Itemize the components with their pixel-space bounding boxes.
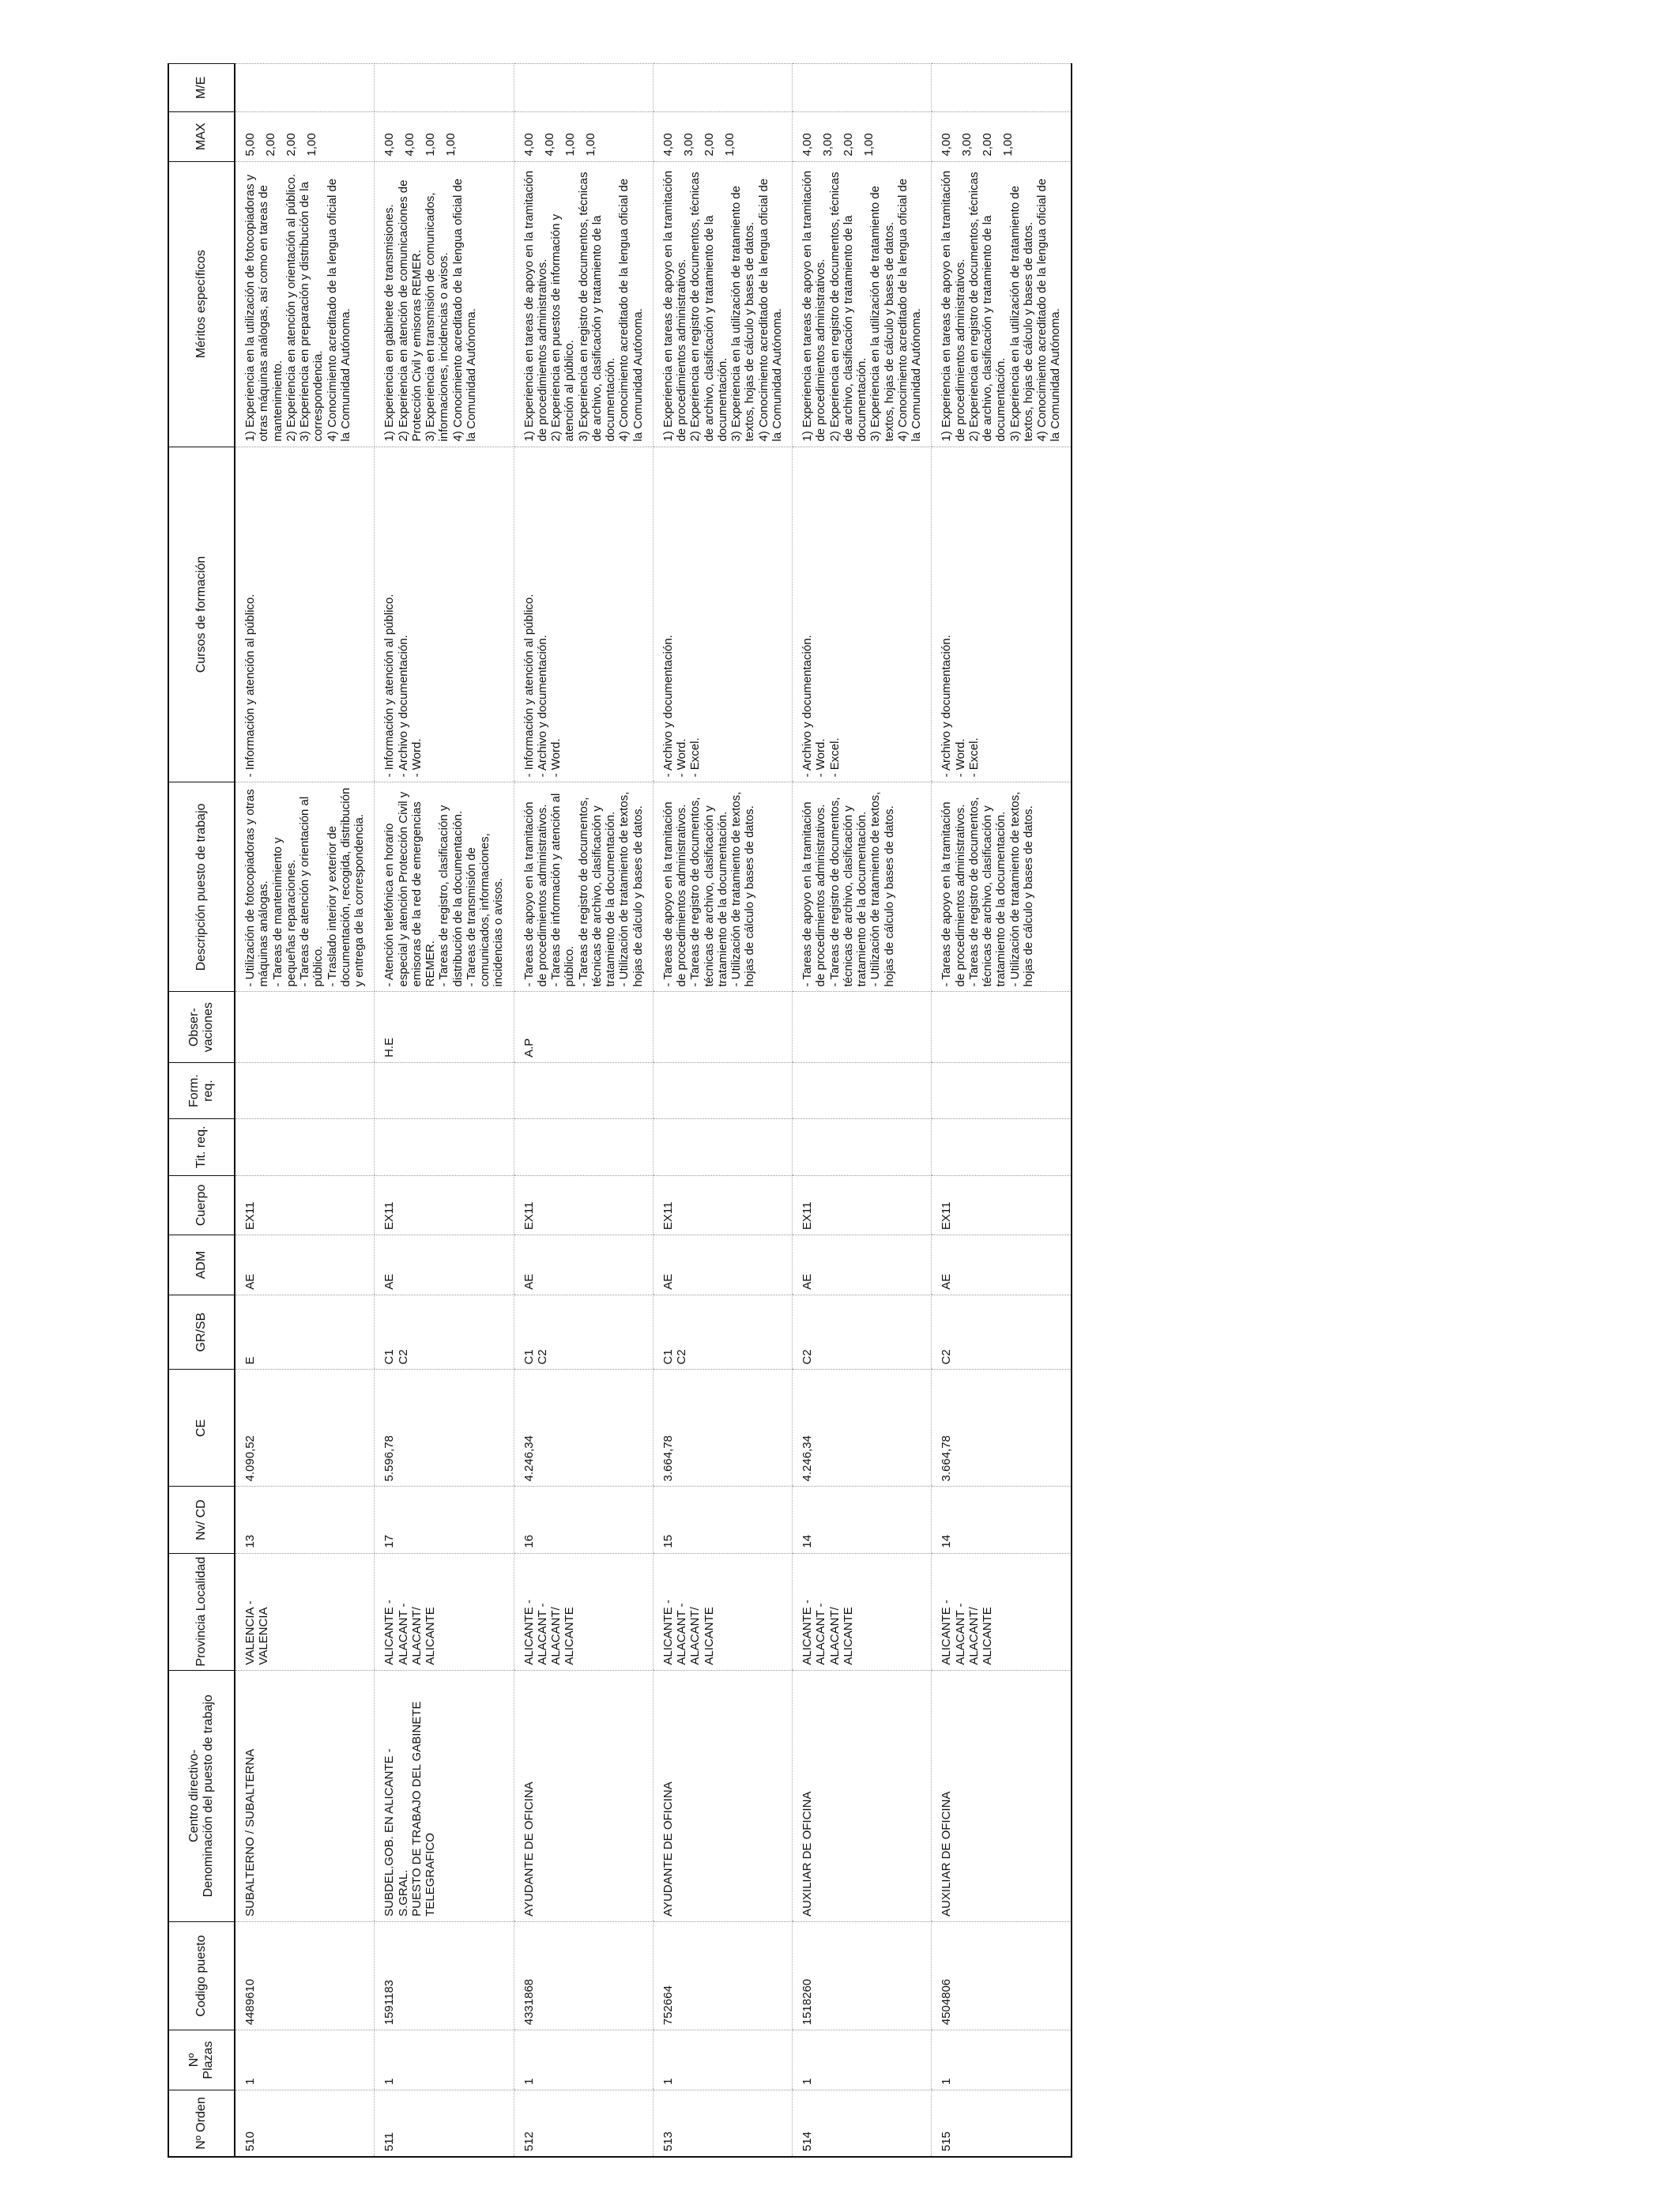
cell-adm: AE xyxy=(514,1235,653,1295)
cell-meritos: 1) Experiencia en gabinete de transmisiones. 2) Experiencia en atención de comunicaciones de Protección Civil y emisoras REMER. 3) Experiencia en transmisión de comunicados, informaciones, incidencias o avisos. 4) Conocimiento acreditado de la lengua oficial de la Comunidad Autónoma. xyxy=(375,161,514,447)
cell-me xyxy=(793,64,932,112)
max-score: 4,00 xyxy=(661,133,675,156)
cell-cursos: - Información y atención al público. - Archivo y documentación. - Word. xyxy=(375,447,514,782)
cell-obs: A.P xyxy=(514,992,653,1062)
table-row xyxy=(375,64,514,2158)
cell-cuerpo: EX11 xyxy=(514,1175,653,1235)
cell-tit xyxy=(793,1119,932,1175)
cell-obs xyxy=(235,992,375,1062)
cell-descripcion: - Tareas de apoyo en la tramitación de procedimientos administrativos. - Tareas de registro de documentos, técnicas de archivo, clasificación y tratamiento de la documentación. - Utilización de tratamiento de textos, hojas de cálculo y bases de datos. xyxy=(793,782,932,992)
cell-nivel: 16 xyxy=(514,1487,653,1553)
max-score: 1,00 xyxy=(424,133,438,156)
header-nivel: Nv/ CD xyxy=(168,1487,235,1553)
cell-descripcion: - Tareas de apoyo en la tramitación de procedimientos administrativos. - Tareas de registro de documentos, técnicas de archivo, clasificación y tratamiento de la documentación. - Utilización de tratamiento de textos, hojas de cálculo y bases de datos. xyxy=(932,782,1072,992)
header-provincia: Provincia Localidad xyxy=(168,1553,235,1670)
cell-cuerpo: EX11 xyxy=(932,1175,1072,1235)
cell-codigo: 752664 xyxy=(653,1921,792,2030)
header-max: MAX xyxy=(168,111,235,161)
max-score: 3,00 xyxy=(821,133,834,156)
cell-orden: 510 xyxy=(235,2090,375,2157)
cell-grsb: C1 C2 xyxy=(375,1295,514,1370)
cell-orden: 511 xyxy=(375,2090,514,2157)
cell-meritos: 1) Experiencia en tareas de apoyo en la tramitación de procedimientos administrativos. 2) Experiencia en registro de documentos, técnicas de archivo, clasificación y tratamiento de la documentación. 3) Experiencia en la utilización de tratamiento de textos, hojas de cálculo y bases de datos. 4) Conocimiento acreditado de la lengua oficial de la Comunidad Autónoma. xyxy=(653,161,792,447)
table-body xyxy=(235,64,1072,2158)
cell-nivel: 14 xyxy=(932,1487,1072,1553)
table-row xyxy=(932,64,1072,2158)
max-score: 3,00 xyxy=(681,133,695,156)
cell-max xyxy=(793,111,932,161)
header-cursos: Cursos de formación xyxy=(168,447,235,782)
cell-grsb: C2 xyxy=(793,1295,932,1370)
header-tit: Tit. req. xyxy=(168,1119,235,1175)
max-score: 2,00 xyxy=(264,133,277,156)
cell-me xyxy=(932,64,1072,112)
cell-centro: SUBALTERNO / SUBALTERNA xyxy=(235,1670,375,1921)
cell-tit xyxy=(514,1119,653,1175)
cell-form xyxy=(375,1062,514,1118)
max-score: 5,00 xyxy=(243,133,257,156)
cell-ce: 4.246,34 xyxy=(514,1370,653,1487)
cell-orden: 512 xyxy=(514,2090,653,2157)
cell-ce: 4.090,52 xyxy=(235,1370,375,1487)
cell-centro: AUXILIAR DE OFICINA xyxy=(932,1670,1072,1921)
cell-descripcion: - Utilización de fotocopiadoras y otras máquinas análogas. - Tareas de mantenimiento y pequeñas reparaciones. - Tareas de atención y orientación al público. - Traslado interior y exterior de documentación, recogida, distribución y entrega de la correspondencia. xyxy=(235,782,375,992)
header-plazas: Nº Plazas xyxy=(168,2030,235,2090)
table-row xyxy=(514,64,653,2158)
max-score: 2,00 xyxy=(842,133,855,156)
cell-meritos: 1) Experiencia en la utilización de fotocopiadoras y otras máquinas análogas, así como en tareas de mantenimiento. 2) Experiencia en atención y orientación al público. 3) Experiencia en preparación y distribución de la correspondencia. 4) Conocimiento acreditado de la lengua oficial de la Comunidad Autónoma. xyxy=(235,161,375,447)
cell-meritos: 1) Experiencia en tareas de apoyo en la tramitación de procedimientos administrativos. 2) Experiencia en registro de documentos, técnicas de archivo, clasificación y tratamiento de la documentación. 3) Experiencia en la utilización de tratamiento de textos, hojas de cálculo y bases de datos. 4) Conocimiento acreditado de la lengua oficial de la Comunidad Autónoma. xyxy=(793,161,932,447)
header-me: M/E xyxy=(168,64,235,112)
cell-provincia: ALICANTE - ALACANT - ALACANT/ ALICANTE xyxy=(514,1553,653,1670)
cell-adm: AE xyxy=(235,1235,375,1295)
cell-plazas: 1 xyxy=(932,2030,1072,2090)
cell-obs xyxy=(653,992,792,1062)
cell-cuerpo: EX11 xyxy=(375,1175,514,1235)
cell-ce: 5.596,78 xyxy=(375,1370,514,1487)
header-codigo: Codigo puesto xyxy=(168,1921,235,2030)
max-score: 4,00 xyxy=(800,133,814,156)
cell-plazas: 1 xyxy=(514,2030,653,2090)
cell-descripcion: - Tareas de apoyo en la tramitación de procedimientos administrativos. - Tareas de información y atención al público. - Tareas de registro de documentos, técnicas de archivo, clasificación y tratamiento de la documentación. - Utilización de tratamiento de textos, hojas de cálculo y bases de datos. xyxy=(514,782,653,992)
header-row xyxy=(168,64,235,2158)
header-descripcion: Descripción puesto de trabajo xyxy=(168,782,235,992)
table-row xyxy=(793,64,932,2158)
cell-ce: 4.246,34 xyxy=(793,1370,932,1487)
cell-obs: H.E xyxy=(375,992,514,1062)
cell-form xyxy=(653,1062,792,1118)
cell-cursos: - Archivo y documentación. - Word. - Excel. xyxy=(793,447,932,782)
cell-max xyxy=(932,111,1072,161)
cell-grsb: C2 xyxy=(932,1295,1072,1370)
cell-orden: 514 xyxy=(793,2090,932,2157)
table-row xyxy=(653,64,792,2158)
cell-grsb: C1 C2 xyxy=(514,1295,653,1370)
cell-adm: AE xyxy=(653,1235,792,1295)
max-score: 3,00 xyxy=(960,133,974,156)
header-form: Form. req. xyxy=(168,1062,235,1118)
cell-me xyxy=(375,64,514,112)
cell-ce: 3.664,78 xyxy=(653,1370,792,1487)
header-ce: CE xyxy=(168,1370,235,1487)
cell-obs xyxy=(793,992,932,1062)
cell-tit xyxy=(932,1119,1072,1175)
cell-centro: AYUDANTE DE OFICINA xyxy=(514,1670,653,1921)
cell-nivel: 13 xyxy=(235,1487,375,1553)
cell-cursos: - Información y atención al público. - Archivo y documentación. - Word. xyxy=(514,447,653,782)
cell-centro: AYUDANTE DE OFICINA xyxy=(653,1670,792,1921)
cell-form xyxy=(932,1062,1072,1118)
header-meritos: Méritos específicos xyxy=(168,161,235,447)
cell-plazas: 1 xyxy=(653,2030,792,2090)
max-score: 1,00 xyxy=(862,133,876,156)
cell-ce: 3.664,78 xyxy=(932,1370,1072,1487)
cell-form xyxy=(235,1062,375,1118)
max-score: 2,00 xyxy=(702,133,716,156)
header-orden: Nº Orden xyxy=(168,2090,235,2157)
cell-cursos: - Información y atención al público. xyxy=(235,447,375,782)
cell-codigo: 1518260 xyxy=(793,1921,932,2030)
max-score: 4,00 xyxy=(522,133,536,156)
table-row xyxy=(235,64,375,2158)
header-grsb: GR/SB xyxy=(168,1295,235,1370)
cell-plazas: 1 xyxy=(375,2030,514,2090)
cell-grsb: C1 C2 xyxy=(653,1295,792,1370)
cell-grsb: E xyxy=(235,1295,375,1370)
puesto-denominacion: PUESTO DE TRABAJO DEL GABINETE TELEGRAFICO xyxy=(409,1701,437,1917)
cell-me xyxy=(514,64,653,112)
header-centro: Centro directivo- Denominación del puesto de trabajo xyxy=(168,1670,235,1921)
cell-tit xyxy=(653,1119,792,1175)
rotated-table-wrapper xyxy=(168,63,1598,2158)
max-score: 2,00 xyxy=(284,133,298,156)
max-score: 1,00 xyxy=(583,133,597,156)
max-score: 2,00 xyxy=(981,133,995,156)
max-score: 1,00 xyxy=(305,133,318,156)
cell-descripcion: - Tareas de apoyo en la tramitación de procedimientos administrativos. - Tareas de registro de documentos, técnicas de archivo, clasificación y tratamiento de la documentación. - Utilización de tratamiento de textos, hojas de cálculo y bases de datos. xyxy=(653,782,792,992)
cell-provincia: ALICANTE - ALACANT - ALACANT/ ALICANTE xyxy=(653,1553,792,1670)
cell-max xyxy=(375,111,514,161)
cell-me xyxy=(235,64,375,112)
header-obs: Obser- vaciones xyxy=(168,992,235,1062)
cell-cursos: - Archivo y documentación. - Word. - Excel. xyxy=(653,447,792,782)
cell-codigo: 4331868 xyxy=(514,1921,653,2030)
cell-obs xyxy=(932,992,1072,1062)
cell-plazas: 1 xyxy=(793,2030,932,2090)
cell-provincia: ALICANTE - ALACANT - ALACANT/ ALICANTE xyxy=(932,1553,1072,1670)
max-score: 4,00 xyxy=(940,133,954,156)
max-score: 1,00 xyxy=(722,133,736,156)
cell-orden: 515 xyxy=(932,2090,1072,2157)
cell-codigo: 4504806 xyxy=(932,1921,1072,2030)
cell-cuerpo: EX11 xyxy=(235,1175,375,1235)
max-score: 4,00 xyxy=(542,133,556,156)
cell-orden: 513 xyxy=(653,2090,792,2157)
cell-centro xyxy=(375,1670,514,1921)
max-score: 1,00 xyxy=(1001,133,1015,156)
cell-plazas: 1 xyxy=(235,2030,375,2090)
cell-tit xyxy=(235,1119,375,1175)
header-cuerpo: Cuerpo xyxy=(168,1175,235,1235)
cell-provincia: VALENCIA - VALENCIA xyxy=(235,1553,375,1670)
cell-nivel: 15 xyxy=(653,1487,792,1553)
cell-adm: AE xyxy=(932,1235,1072,1295)
header-adm: ADM xyxy=(168,1235,235,1295)
max-score: 4,00 xyxy=(403,133,417,156)
cell-meritos: 1) Experiencia en tareas de apoyo en la tramitación de procedimientos administrativos. 2) Experiencia en registro de documentos, técnicas de archivo, clasificación y tratamiento de la documentación. 3) Experiencia en la utilización de tratamiento de textos, hojas de cálculo y bases de datos. 4) Conocimiento acreditado de la lengua oficial de la Comunidad Autónoma. xyxy=(932,161,1072,447)
cell-provincia: ALICANTE - ALACANT - ALACANT/ ALICANTE xyxy=(375,1553,514,1670)
cell-max xyxy=(653,111,792,161)
cell-tit xyxy=(375,1119,514,1175)
cell-codigo: 4489610 xyxy=(235,1921,375,2030)
max-score: 1,00 xyxy=(444,133,458,156)
cell-nivel: 14 xyxy=(793,1487,932,1553)
cell-max xyxy=(514,111,653,161)
cell-meritos: 1) Experiencia en tareas de apoyo en la tramitación de procedimientos administrativos. 2) Experiencia en puestos de información y atención al público. 3) Experiencia en registro de documentos, técnicas de archivo, clasificación y tratamiento de la documentación. 4) Conocimiento acreditado de la lengua oficial de la Comunidad Autónoma. xyxy=(514,161,653,447)
cell-max xyxy=(235,111,375,161)
cell-me xyxy=(653,64,792,112)
cell-form xyxy=(793,1062,932,1118)
cell-form xyxy=(514,1062,653,1118)
cell-adm: AE xyxy=(793,1235,932,1295)
max-score: 1,00 xyxy=(563,133,577,156)
positions-table xyxy=(168,63,1072,2158)
cell-adm: AE xyxy=(375,1235,514,1295)
cell-cuerpo: EX11 xyxy=(653,1175,792,1235)
cell-codigo: 1591183 xyxy=(375,1921,514,2030)
cell-nivel: 17 xyxy=(375,1487,514,1553)
cell-descripcion: - Atención telefónica en horario especial y atención Protección Civil y emisoras de la red de emergencias REMER. - Tareas de registro, clasificación y distribución de la documentación. - Tareas de transmisión de comunicados, informaciones, incidencias o avisos. xyxy=(375,782,514,992)
centro-directivo: SUBDEL.GOB. EN ALICANTE - S.GRAL. xyxy=(382,1748,410,1917)
cell-provincia: ALICANTE - ALACANT - ALACANT/ ALICANTE xyxy=(793,1553,932,1670)
cell-cuerpo: EX11 xyxy=(793,1175,932,1235)
max-score: 4,00 xyxy=(382,133,397,156)
cell-centro: AUXILIAR DE OFICINA xyxy=(793,1670,932,1921)
cell-cursos: - Archivo y documentación. - Word. - Excel. xyxy=(932,447,1072,782)
